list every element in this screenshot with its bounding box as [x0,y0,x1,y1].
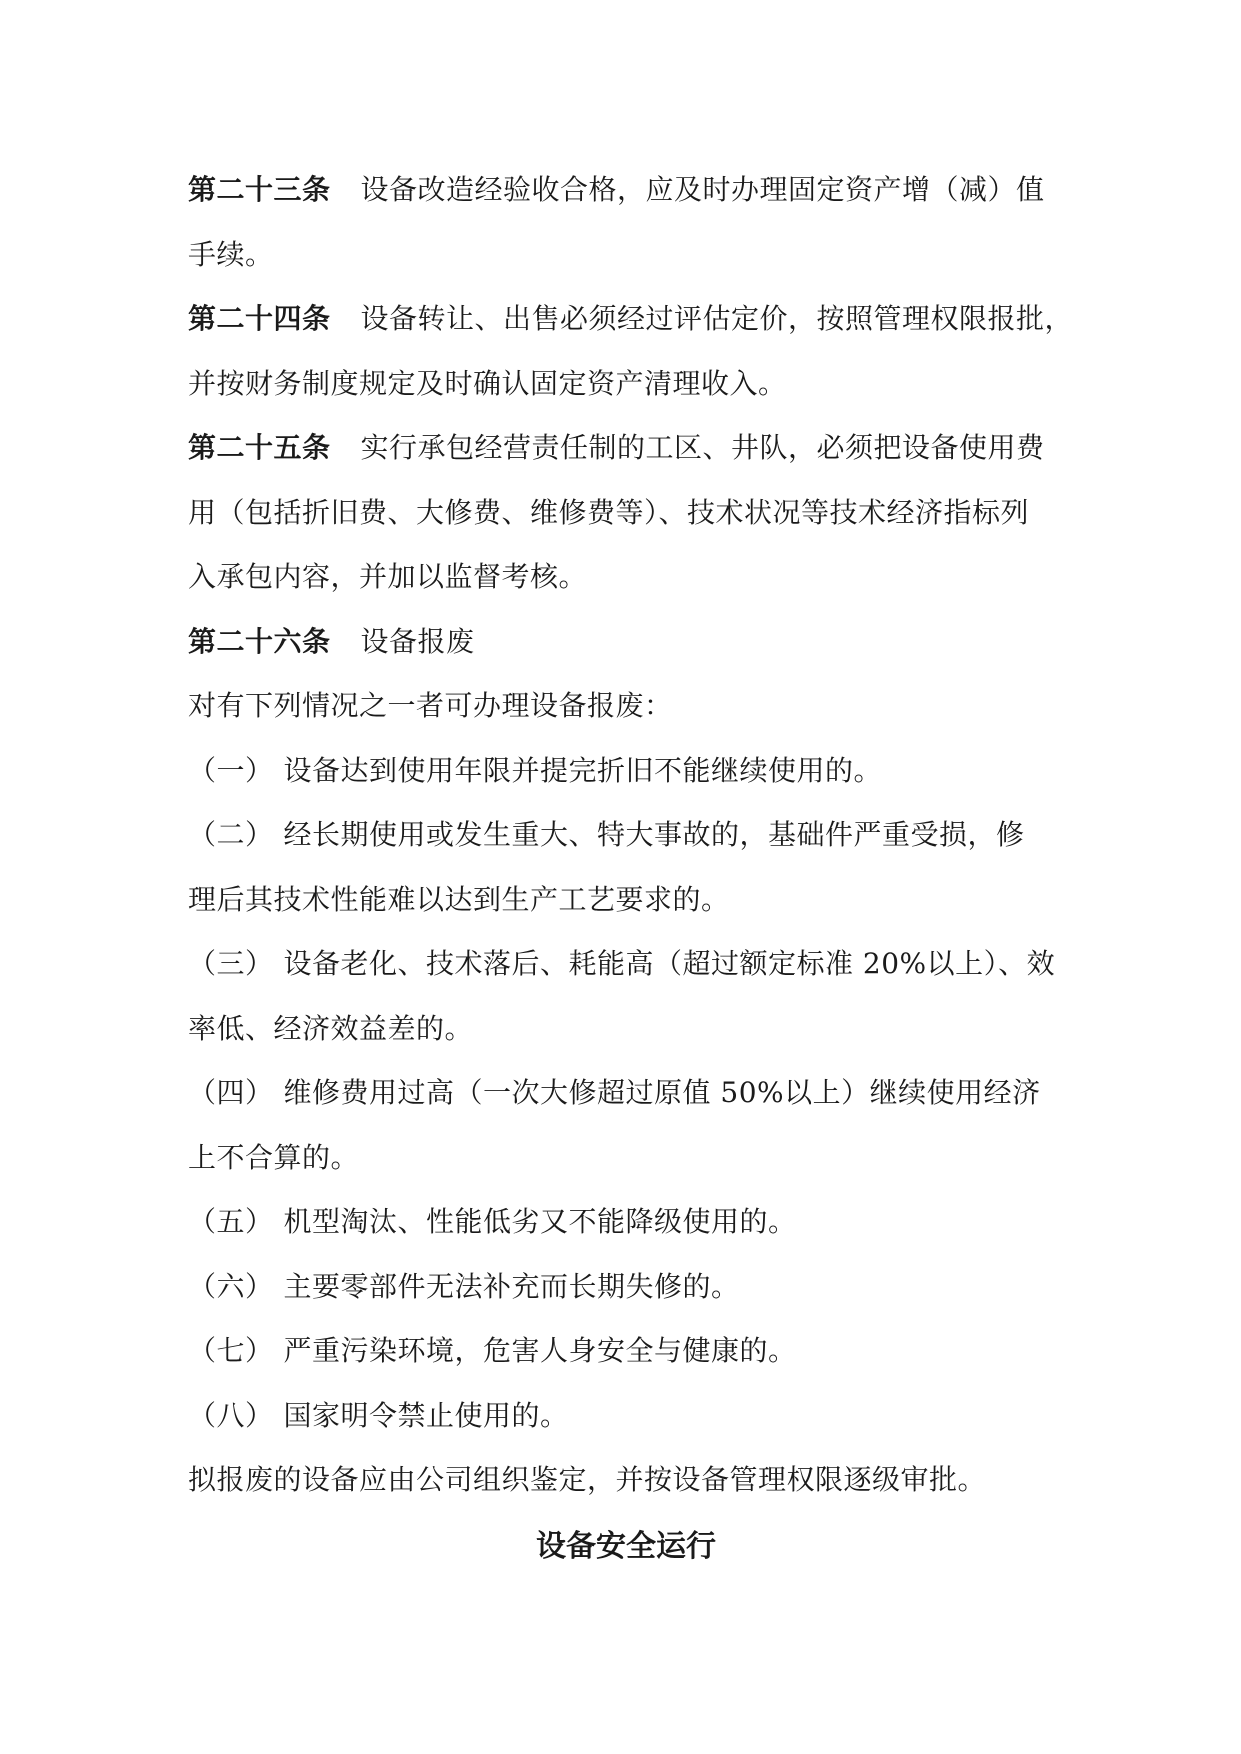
article-24-line-2: 并按财务制度规定及时确认固定资产清理收入。 [188,366,787,400]
item-number: （八） [188,1398,274,1432]
list-item [188,1190,1064,1255]
item-text: 机型淘汰、性能低劣又不能降级使用的。 [283,1205,797,1238]
item-number: （六） [188,1269,274,1303]
article-26-intro: 对有下列情况之一者可办理设备报废： [188,689,673,722]
item-text: 设备老化、技术落后、耗能高（超过额定标准 20%以上）、效 [283,947,1056,980]
document-page [188,158,1074,1579]
article-26-closing: 拟报废的设备应由公司组织鉴定，并按设备管理权限逐级审批。 [188,1463,987,1496]
article-25-line-1 [188,416,1064,481]
list-item [188,739,1064,804]
item-number: （四） [188,1076,274,1109]
item-number: （一） [188,753,274,787]
article-text: 实行承包经营责任制的工区、井队，必须把设备使用费 [360,431,1045,464]
item-number: （七） [188,1334,274,1367]
item-number: （二） [188,818,274,851]
list-item [188,932,1064,997]
item-text: 严重污染环境，危害人身安全与健康的。 [283,1334,797,1367]
list-item [188,1061,1064,1126]
list-item [188,1384,1064,1449]
article-text: 设备改造经验收合格，应及时办理固定资产增（减）值 [360,173,1045,206]
article-25-line-3: 入承包内容，并加以监督考核。 [188,560,588,593]
article-number: 第二十六条 [188,624,331,658]
article-23-line-2: 手续。 [188,237,274,271]
article-23-line-1 [188,158,1064,223]
item-text: 设备达到使用年限并提完折旧不能继续使用的。 [283,753,883,787]
article-text: 设备转让、出售必须经过评估定价，按照管理权限报批， [360,302,1074,335]
article-number: 第二十四条 [188,302,331,335]
article-26-heading [188,610,1064,675]
list-item-continuation: 理后其技术性能难以达到生产工艺要求的。 [188,882,730,916]
item-text: 维修费用过高（一次大修超过原值 50%以上）继续使用经济 [283,1076,1041,1109]
item-text: 主要零部件无法补充而长期失修的。 [283,1269,740,1303]
list-item [188,1319,1064,1384]
item-text: 国家明令禁止使用的。 [283,1398,569,1432]
list-item [188,1255,1064,1320]
section-title: 设备安全运行 [536,1528,716,1564]
article-25-line-2: 用（包括折旧费、大修费、维修费等）、技术状况等技术经济指标列 [188,495,1030,529]
article-number: 第二十五条 [188,431,331,464]
article-number: 第二十三条 [188,173,331,206]
list-item-continuation: 率低、经济效益差的。 [188,1011,474,1045]
list-item-continuation: 上不合算的。 [188,1140,360,1174]
item-number: （三） [188,947,274,980]
article-24-line-1 [188,287,1074,352]
item-text: 经长期使用或发生重大、特大事故的，基础件严重受损，修 [283,818,1025,851]
list-item [188,803,1064,868]
article-heading: 设备报废 [360,624,475,658]
item-number: （五） [188,1205,274,1238]
